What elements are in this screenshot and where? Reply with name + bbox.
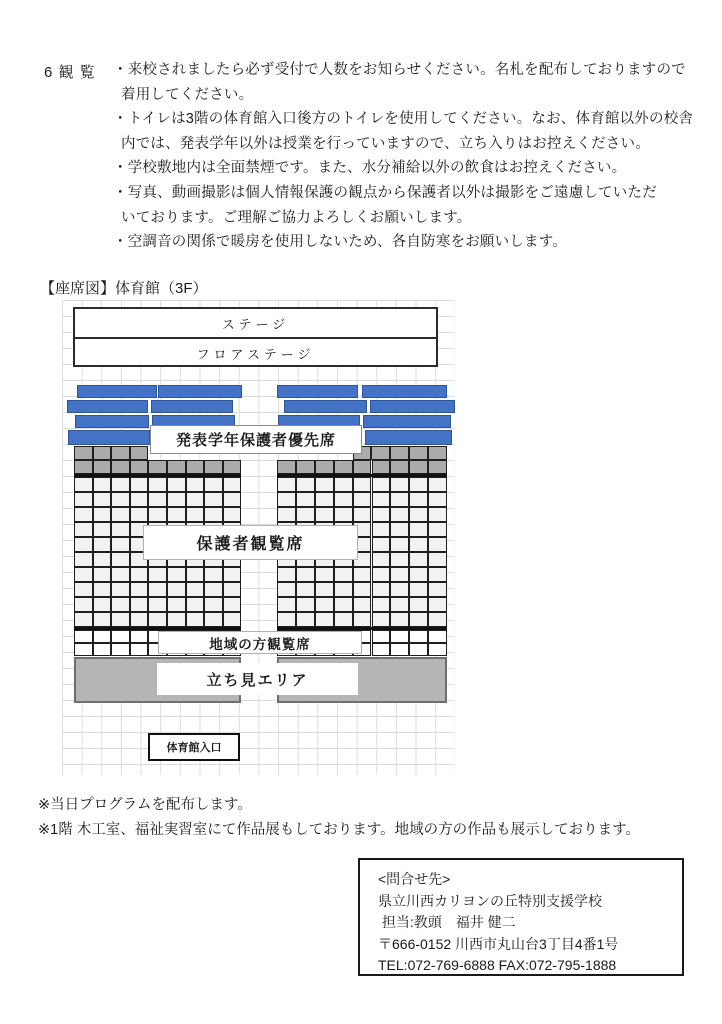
parents-seats-left-cell <box>111 492 130 507</box>
section-divider-line <box>277 474 447 477</box>
parents-seats-left-cell <box>74 612 93 627</box>
priority-gray-row1-left-cell <box>74 446 93 460</box>
parents-seats-right-cell <box>277 612 296 627</box>
priority-gray-row2-left-cell <box>167 460 186 474</box>
priority-seat-row-bar <box>363 415 451 428</box>
parents-seats-left-cell <box>111 582 130 597</box>
priority-gray-row1-right-cell <box>371 446 390 460</box>
priority-seat-row-bar <box>362 385 447 398</box>
parents-seats-left-cell <box>111 552 130 567</box>
parents-seats-left-cell <box>148 567 167 582</box>
priority-seat-row-bar <box>75 415 149 428</box>
priority-gray-row2-right-cell <box>428 460 447 474</box>
priority-gray-row2-left-cell <box>111 460 130 474</box>
contact-line: 県立川西カリヨンの丘特別支援学校 <box>378 892 602 909</box>
parents-seats-left-cell <box>148 477 167 492</box>
parents-seats-right-cell <box>428 582 447 597</box>
section-divider-line <box>277 627 447 630</box>
parents-seats-right-cell <box>372 477 391 492</box>
contact-line: <問合せ先> <box>378 871 451 887</box>
priority-gray-row2-left-cell <box>130 460 149 474</box>
parents-seats-left-cell <box>223 582 242 597</box>
parents-seats-right-cell <box>390 582 409 597</box>
floor-stage-label: フロアステージ <box>196 346 315 362</box>
community-seats-left-cell <box>130 643 149 656</box>
priority-seat-row-bar <box>158 385 242 398</box>
note-line: ※当日プログラムを配布します。 <box>38 797 252 813</box>
parents-seats-left-cell <box>93 567 112 582</box>
priority-gray-row2-right-cell <box>390 460 409 474</box>
priority-gray-row2-right-cell <box>372 460 391 474</box>
parents-seats-left-cell <box>74 552 93 567</box>
parents-seats-left-cell <box>111 522 130 537</box>
community-seats-left-cell <box>74 643 93 656</box>
parents-seats-right-cell <box>372 582 391 597</box>
parents-seats-right-cell <box>390 522 409 537</box>
parents-seats-right-cell <box>372 537 391 552</box>
parents-seats-left-cell <box>93 477 112 492</box>
community-seats-right-cell <box>428 643 447 656</box>
priority-gray-row2-right-cell <box>277 460 296 474</box>
parents-seats-left-cell <box>186 477 205 492</box>
parents-seats-right-cell <box>296 477 315 492</box>
guidance-line: 内では、発表学年以外は授業を行っていますので、立ち入りはお控えください。 <box>121 135 650 152</box>
parents-seats-left-cell <box>74 522 93 537</box>
priority-gray-row1-left-cell <box>130 446 149 460</box>
contact-line: TEL:072-769-6888 FAX:072-795-1888 <box>378 957 617 973</box>
parents-seats-right-cell <box>315 597 334 612</box>
parents-seats-right-cell <box>277 582 296 597</box>
stage-box <box>73 307 438 367</box>
priority-gray-row1-right-cell <box>428 446 447 460</box>
community-seats-right-cell <box>428 630 447 643</box>
parents-seats-right-cell <box>428 522 447 537</box>
guidance-line: いております。ご理解ご協力よろしくお願いします。 <box>121 209 472 226</box>
parents-seats-right-cell <box>409 612 428 627</box>
guidance-list <box>113 58 713 255</box>
parents-seats-left-cell <box>186 567 205 582</box>
parents-seats-left-cell <box>74 477 93 492</box>
parents-seats-right-cell <box>390 537 409 552</box>
parents-seats-right-cell <box>409 507 428 522</box>
priority-gray-row2-right-cell <box>315 460 334 474</box>
parents-seats-left-cell <box>223 507 242 522</box>
parents-seats-right-cell <box>296 582 315 597</box>
parents-seats-right-cell <box>296 507 315 522</box>
priority-gray-row2-right-cell <box>334 460 353 474</box>
priority-seat-row-bar <box>284 400 367 413</box>
parents-seats-left-cell <box>130 567 149 582</box>
parents-seats-right-cell <box>372 552 391 567</box>
parents-seats-right-cell <box>334 612 353 627</box>
note-line: ※1階 木工室、福祉実習室にて作品展もしております。地域の方の作品も展示しております。 <box>38 822 640 838</box>
priority-gray-row2-left-cell <box>223 460 242 474</box>
parents-seats-left-cell <box>223 567 242 582</box>
parents-seats-right-cell <box>428 507 447 522</box>
parents-seats-left-cell <box>167 612 186 627</box>
parents-seats-right-cell <box>277 477 296 492</box>
stage-label: ステージ <box>75 309 436 339</box>
parents-seats-right-cell <box>428 477 447 492</box>
parents-seats-right-cell <box>409 537 428 552</box>
priority-seat-row-bar <box>68 430 150 445</box>
parents-seats-right-cell <box>353 507 372 522</box>
section-heading: 6 観 覧 <box>44 64 96 81</box>
community-seats-right-cell <box>372 643 391 656</box>
parents-seats-left-cell <box>204 612 223 627</box>
guidance-line: ・写真、動画撮影は個人情報保護の観点から保護者以外は撮影をご遠慮していただ <box>113 184 657 201</box>
parents-seats-left-cell <box>74 582 93 597</box>
priority-seat-row-bar <box>365 430 452 445</box>
guidance-line: 着用してください。 <box>121 86 254 103</box>
parents-seats-left-cell <box>111 597 130 612</box>
community-seats-right-cell <box>372 630 391 643</box>
parents-seats-left-cell <box>186 582 205 597</box>
priority-gray-row2-left-cell <box>93 460 112 474</box>
parents-seats-right-cell <box>315 477 334 492</box>
parents-seats-right-cell <box>353 567 372 582</box>
parents-seats-left-cell <box>93 552 112 567</box>
parents-seats-left-cell <box>111 567 130 582</box>
contact-line: 担当:教頭 福井 健二 <box>378 914 516 930</box>
priority-seat-row-bar <box>77 385 157 398</box>
parents-seats-right-cell <box>390 612 409 627</box>
community-seats-left-cell <box>74 630 93 643</box>
parents-seats-right-cell <box>334 567 353 582</box>
parents-seats-left-cell <box>167 492 186 507</box>
parents-seats-right-cell <box>277 507 296 522</box>
priority-gray-row1-right-cell <box>409 446 428 460</box>
parents-seats-left-cell <box>130 597 149 612</box>
parents-seats-left-cell <box>74 507 93 522</box>
parents-seats-left-cell <box>204 507 223 522</box>
parents-seats-left-cell <box>204 492 223 507</box>
parents-seats-left-cell <box>204 477 223 492</box>
guidance-line: ・空調音の関係で暖房を使用しないため、各自防寒をお願いします。 <box>113 234 567 251</box>
parents-seats-left-cell <box>223 612 242 627</box>
parents-seats-right-cell <box>390 492 409 507</box>
priority-gray-row1-right-cell <box>390 446 409 460</box>
parents-seats-right-cell <box>409 522 428 537</box>
parents-seats-right-cell <box>409 582 428 597</box>
parents-seats-left-cell <box>186 507 205 522</box>
parents-seats-left-cell <box>167 582 186 597</box>
parents-seats-left-cell <box>223 492 242 507</box>
parents-seats-right-cell <box>334 582 353 597</box>
parents-seats-left-cell <box>148 507 167 522</box>
priority-seat-row-bar <box>151 400 233 413</box>
parents-seats-right-cell <box>409 597 428 612</box>
parents-seats-right-cell <box>372 612 391 627</box>
parents-seats-right-cell <box>428 537 447 552</box>
guidance-line: ・トイレは3階の体育館入口後方のトイレを使用してください。なお、体育館以外の校舎 <box>113 111 694 128</box>
priority-gray-row2-right-cell <box>409 460 428 474</box>
parents-seats-left-cell <box>204 597 223 612</box>
parents-seats-right-cell <box>372 567 391 582</box>
parents-seats-left-cell <box>204 567 223 582</box>
priority-gray-row2-right-cell <box>353 460 372 474</box>
priority-seat-row-bar <box>67 400 148 413</box>
community-seats-right-cell <box>390 630 409 643</box>
parents-seats-right-cell <box>334 507 353 522</box>
parents-seats-right-cell <box>372 492 391 507</box>
priority-seat-row-bar <box>370 400 455 413</box>
parents-seats-right-cell <box>372 597 391 612</box>
parents-seats-right-cell <box>409 477 428 492</box>
notes <box>38 793 640 843</box>
priority-gray-row2-left-cell <box>186 460 205 474</box>
parents-seats-left-cell <box>111 477 130 492</box>
parents-seats-right-cell <box>409 567 428 582</box>
parents-seats-right-cell <box>409 552 428 567</box>
standing-area-label: 立ち見エリア <box>157 663 358 695</box>
parents-seats-left-cell <box>148 492 167 507</box>
parents-seats-left-cell <box>93 612 112 627</box>
parents-seats-left-cell <box>111 612 130 627</box>
parents-seats-left-cell <box>111 537 130 552</box>
parents-seats-left-cell <box>186 492 205 507</box>
parents-seats-left-cell <box>111 507 130 522</box>
parents-seats-left-cell <box>130 612 149 627</box>
priority-gray-row2-left-cell <box>204 460 223 474</box>
parents-seats-right-cell <box>353 597 372 612</box>
community-seats-right-cell <box>409 643 428 656</box>
parents-seats-right-cell <box>390 507 409 522</box>
community-seats-left-cell <box>93 643 112 656</box>
parents-seats-right-cell <box>353 492 372 507</box>
guidance-line: ・来校されましたら必ず受付で人数をお知らせください。名札を配布しておりますので <box>113 62 686 78</box>
section-divider-line <box>74 627 241 630</box>
parents-seats-left-cell <box>93 507 112 522</box>
parents-seats-left-cell <box>223 477 242 492</box>
parents-seats-right-cell <box>315 507 334 522</box>
community-seats-left-cell <box>93 630 112 643</box>
priority-gray-row2-left-cell <box>74 460 93 474</box>
parents-seats-right-cell <box>428 552 447 567</box>
parents-seats-right-cell <box>315 567 334 582</box>
parents-seats-left-cell <box>167 507 186 522</box>
contact-box <box>358 858 684 976</box>
contact-line: 〒666-0152 川西市丸山台3丁目4番1号 <box>378 935 619 952</box>
priority-seat-row-bar <box>277 385 358 398</box>
parents-seats-left-cell <box>130 582 149 597</box>
parents-seats-right-cell <box>428 567 447 582</box>
parents-seats-right-cell <box>353 477 372 492</box>
guidance-line: ・学校敷地内は全面禁煙です。また、水分補給以外の飲食はお控えください。 <box>113 160 627 177</box>
parents-seats-left-cell <box>93 537 112 552</box>
parents-seats-left-cell <box>223 597 242 612</box>
seatmap-title: 【座席図】体育館（3F） <box>40 280 208 297</box>
parents-seats-left-cell <box>167 597 186 612</box>
parents-seats-left-cell <box>148 597 167 612</box>
parents-seats-right-cell <box>390 597 409 612</box>
parents-seats-left-cell <box>93 597 112 612</box>
parents-seats-left-cell <box>148 582 167 597</box>
parents-seats-right-cell <box>372 507 391 522</box>
parents-seats-left-cell <box>93 522 112 537</box>
parents-seats-right-cell <box>353 582 372 597</box>
priority-gray-row2-left-cell <box>148 460 167 474</box>
priority-seats-label: 発表学年保護者優先席 <box>150 425 362 454</box>
community-seats-left-cell <box>111 643 130 656</box>
community-seats-right-cell <box>409 630 428 643</box>
parents-seats-right-cell <box>428 612 447 627</box>
parents-seats-right-cell <box>277 492 296 507</box>
parents-seats-left-cell <box>74 597 93 612</box>
parents-seats-right-cell <box>334 477 353 492</box>
parents-seats-left-cell <box>167 477 186 492</box>
parents-seats-left-cell <box>186 597 205 612</box>
parents-seats-left-cell <box>74 567 93 582</box>
parents-seats-right-cell <box>315 612 334 627</box>
seating-diagram <box>62 300 455 775</box>
parents-seats-right-cell <box>409 492 428 507</box>
community-seats-left-cell <box>130 630 149 643</box>
parents-seats-right-cell <box>296 597 315 612</box>
parents-seats-left-cell <box>74 492 93 507</box>
priority-gray-row1-left-cell <box>93 446 112 460</box>
parents-seats-label: 保護者観覧席 <box>143 525 358 560</box>
parents-seats-right-cell <box>277 567 296 582</box>
parents-seats-left-cell <box>74 537 93 552</box>
gym-entrance-box: 体育館入口 <box>148 733 240 761</box>
parents-seats-right-cell <box>390 552 409 567</box>
parents-seats-right-cell <box>334 492 353 507</box>
parents-seats-left-cell <box>93 492 112 507</box>
parents-seats-right-cell <box>296 612 315 627</box>
community-seats-left-cell <box>111 630 130 643</box>
section-divider-line <box>74 474 241 477</box>
parents-seats-right-cell <box>296 492 315 507</box>
parents-seats-left-cell <box>130 507 149 522</box>
parents-seats-right-cell <box>390 477 409 492</box>
parents-seats-right-cell <box>372 522 391 537</box>
parents-seats-right-cell <box>296 567 315 582</box>
parents-seats-right-cell <box>277 597 296 612</box>
parents-seats-left-cell <box>204 582 223 597</box>
parents-seats-left-cell <box>148 612 167 627</box>
parents-seats-right-cell <box>428 597 447 612</box>
parents-seats-left-cell <box>130 477 149 492</box>
parents-seats-right-cell <box>390 567 409 582</box>
parents-seats-left-cell <box>186 612 205 627</box>
parents-seats-left-cell <box>93 582 112 597</box>
parents-seats-right-cell <box>334 597 353 612</box>
parents-seats-left-cell <box>167 567 186 582</box>
parents-seats-right-cell <box>353 612 372 627</box>
community-seats-right-cell <box>390 643 409 656</box>
parents-seats-right-cell <box>428 492 447 507</box>
parents-seats-right-cell <box>315 492 334 507</box>
priority-gray-row1-left-cell <box>111 446 130 460</box>
parents-seats-right-cell <box>315 582 334 597</box>
community-seats-label: 地域の方観覧席 <box>158 631 362 654</box>
priority-gray-row2-right-cell <box>296 460 315 474</box>
parents-seats-left-cell <box>130 492 149 507</box>
